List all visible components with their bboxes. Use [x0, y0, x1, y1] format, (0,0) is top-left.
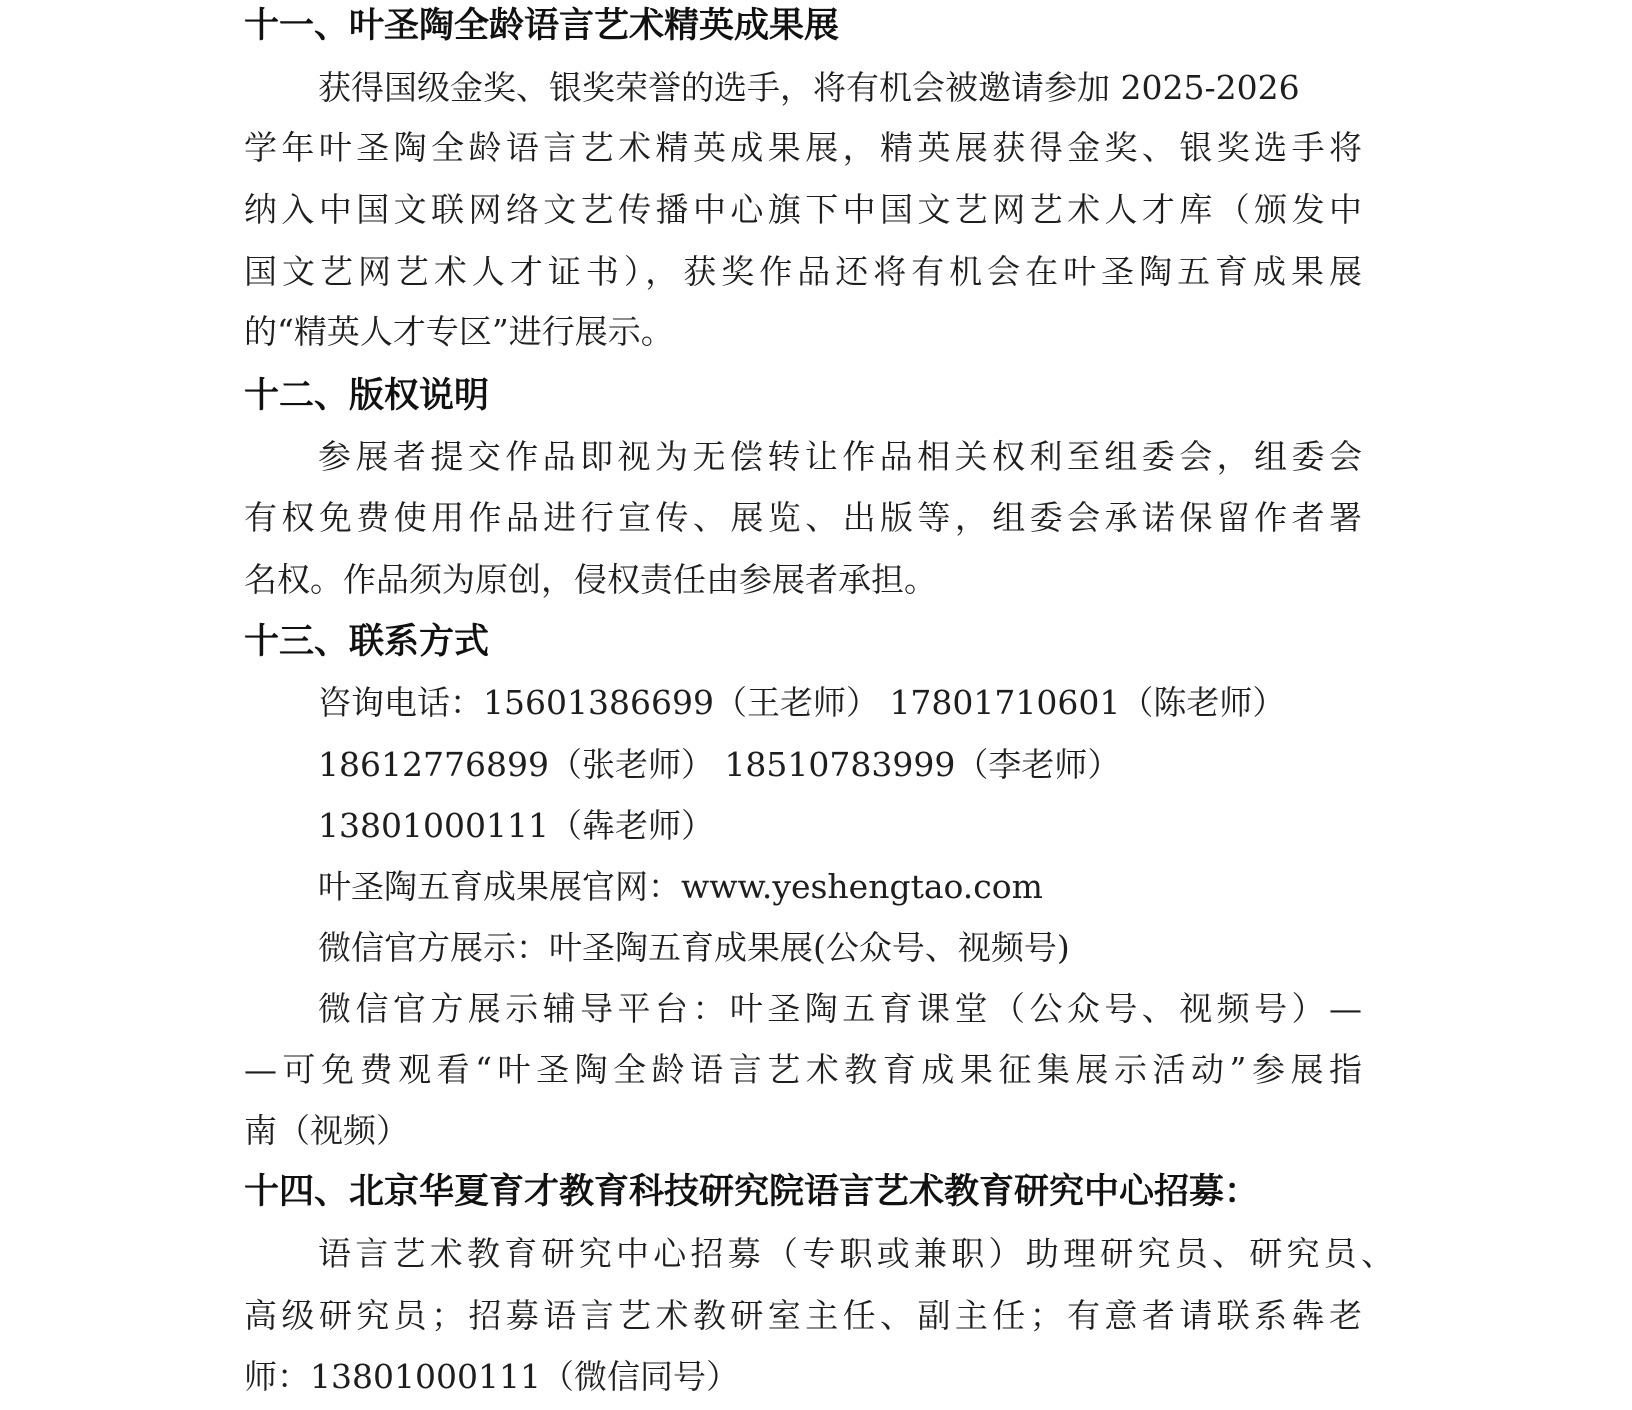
- section-14-line-2: 高级研究员；招募语言艺术教研室主任、副主任；有意者请联系犇老: [244, 1296, 1362, 1335]
- consult-phone-line-3: 13801000111（犇老师）: [318, 806, 714, 845]
- wechat-tutoring-line-3: 南（视频）: [244, 1111, 409, 1150]
- section-11-line-5: 的“精英人才专区”进行展示。: [244, 312, 674, 351]
- section-14-heading: 十四、北京华夏育才教育科技研究院语言艺术教育研究中心招募：: [244, 1172, 1260, 1212]
- wechat-official-line: 微信官方展示：叶圣陶五育成果展(公众号、视频号): [318, 928, 1070, 967]
- section-11-line-2: 学年叶圣陶全龄语言艺术精英成果展，精英展获得金奖、银奖选手将: [244, 128, 1362, 167]
- section-11-line-4: 国文艺网艺术人才证书），获奖作品还将有机会在叶圣陶五育成果展: [244, 252, 1362, 291]
- section-12-line-1: 参展者提交作品即视为无偿转让作品相关权利至组委会，组委会: [318, 437, 1362, 476]
- section-14-line-1: 语言艺术教育研究中心招募（专职或兼职）助理研究员、研究员、: [318, 1234, 1394, 1273]
- official-website-line: 叶圣陶五育成果展官网：www.yeshengtao.com: [318, 867, 1043, 906]
- section-11-line-1: 获得国级金奖、银奖荣誉的选手，将有机会被邀请参加 2025-2026: [318, 68, 1300, 107]
- section-12-heading: 十二、版权说明: [244, 376, 490, 416]
- wechat-tutoring-line-2: —可免费观看“叶圣陶全龄语言艺术教育成果征集展示活动”参展指: [244, 1050, 1362, 1089]
- wechat-tutoring-line-1: 微信官方展示辅导平台：叶圣陶五育课堂（公众号、视频号）—: [318, 989, 1362, 1028]
- section-12-line-2: 有权免费使用作品进行宣传、展览、出版等，组委会承诺保留作者署: [244, 498, 1362, 537]
- section-11-line-3: 纳入中国文联网络文艺传播中心旗下中国文艺网艺术人才库（颁发中: [244, 190, 1362, 229]
- consult-phone-line-2: 18612776899（张老师） 18510783999（李老师）: [318, 745, 1121, 784]
- section-13-heading: 十三、联系方式: [244, 622, 490, 662]
- section-14-line-3: 师：13801000111（微信同号）: [244, 1357, 739, 1396]
- section-12-line-3: 名权。作品须为原创，侵权责任由参展者承担。: [244, 560, 937, 599]
- consult-phone-line-1: 咨询电话：15601386699（王老师） 17801710601（陈老师）: [318, 683, 1286, 722]
- section-11-heading: 十一、叶圣陶全龄语言艺术精英成果展: [244, 6, 840, 46]
